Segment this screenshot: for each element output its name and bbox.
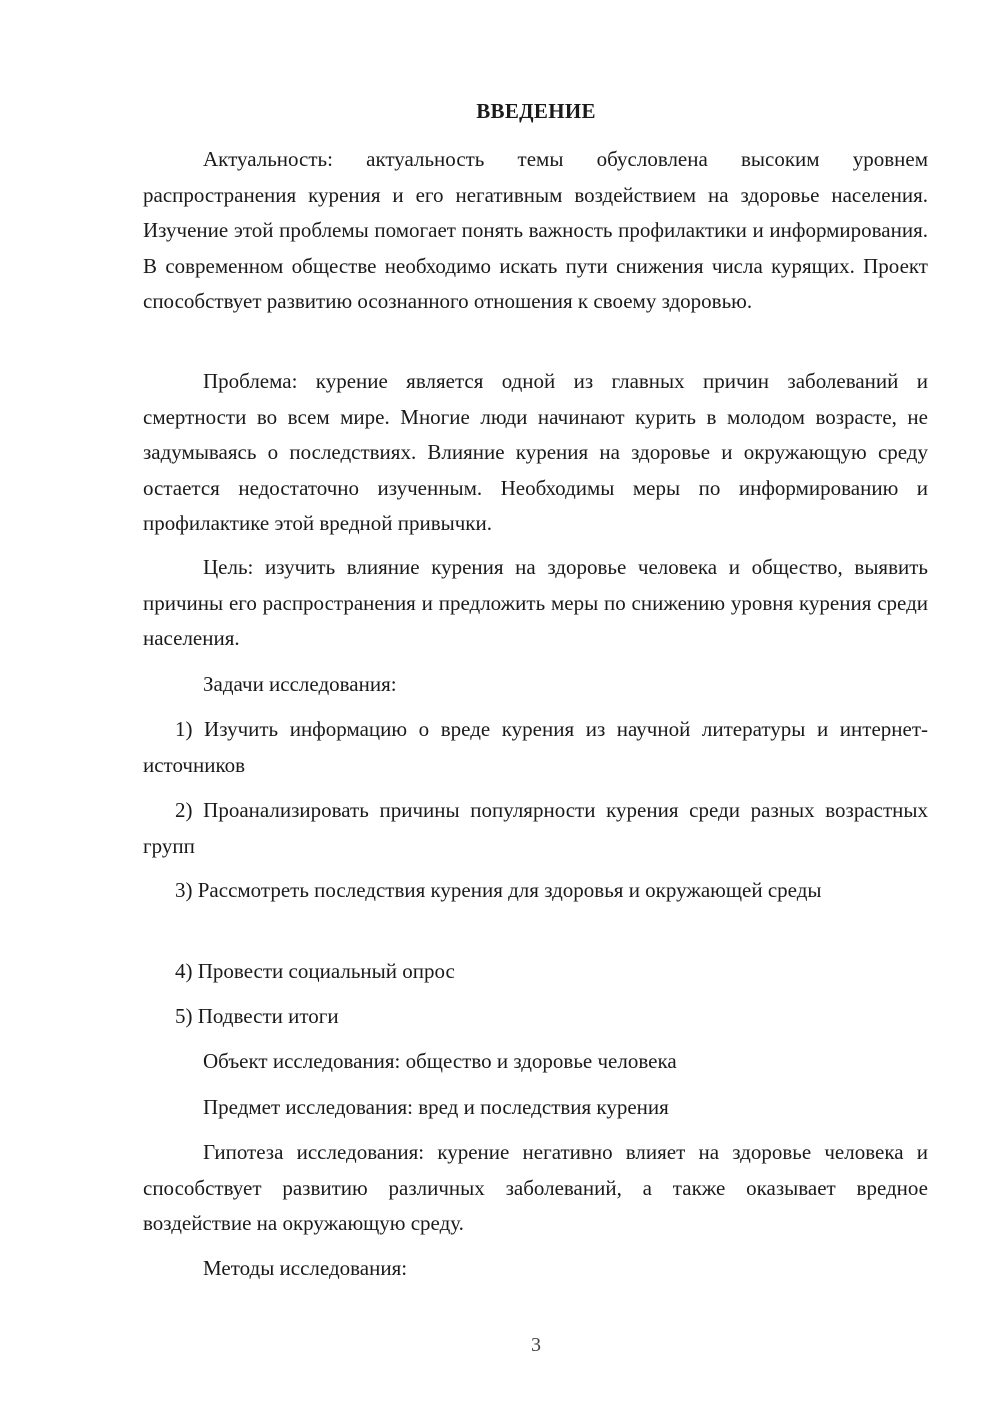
hypothesis-paragraph: Гипотеза исследования: курение негативно влияет на здоровье человека и способствует развитию различных заболеваний, а также оказывает вредное воздействие на окружающую среду. <box>143 1140 928 1235</box>
task-item: 1) Изучить информацию о вреде курения из научной литературы и интернет-источников <box>143 717 928 777</box>
relevance-paragraph: Актуальность: актуальность темы обусловлена высоким уровнем распространения курения и его негативным воздействием на здоровье населения. Изучение этой проблемы помогает понять важность профилактики и информирования. В современном обществе необходимо искать пути снижения числа курящих. Проект способствует развитию осознанного отношения к своему здоровью. <box>143 147 928 313</box>
task-item: 5) Подвести итоги <box>175 1004 339 1028</box>
problem-paragraph: Проблема: курение является одной из главных причин заболеваний и смертности во всем мире. Многие люди начинают курить в молодом возрасте, не задумываясь о последствиях. Влияние курения на здоровье и окружающую среду остается недостаточно изученным. Необходимы меры по информированию и профилактике этой вредной привычки. <box>143 369 928 535</box>
page-number: 3 <box>531 1334 541 1356</box>
page-title: ВВЕДЕНИЕ <box>476 99 596 123</box>
task-item: 2) Проанализировать причины популярности курения среди разных возрастных групп <box>143 798 928 858</box>
task-item: 4) Провести социальный опрос <box>175 959 455 983</box>
task-item: 3) Рассмотреть последствия курения для здоровья и окружающей среды <box>175 878 822 902</box>
tasks-heading: Задачи исследования: <box>203 672 397 696</box>
research-subject: Предмет исследования: вред и последствия курения <box>203 1095 669 1119</box>
goal-paragraph: Цель: изучить влияние курения на здоровье человека и общество, выявить причины его распространения и предложить меры по снижению уровня курения среди населения. <box>143 555 928 650</box>
research-object: Объект исследования: общество и здоровье человека <box>203 1049 677 1073</box>
methods-heading: Методы исследования: <box>203 1256 408 1280</box>
